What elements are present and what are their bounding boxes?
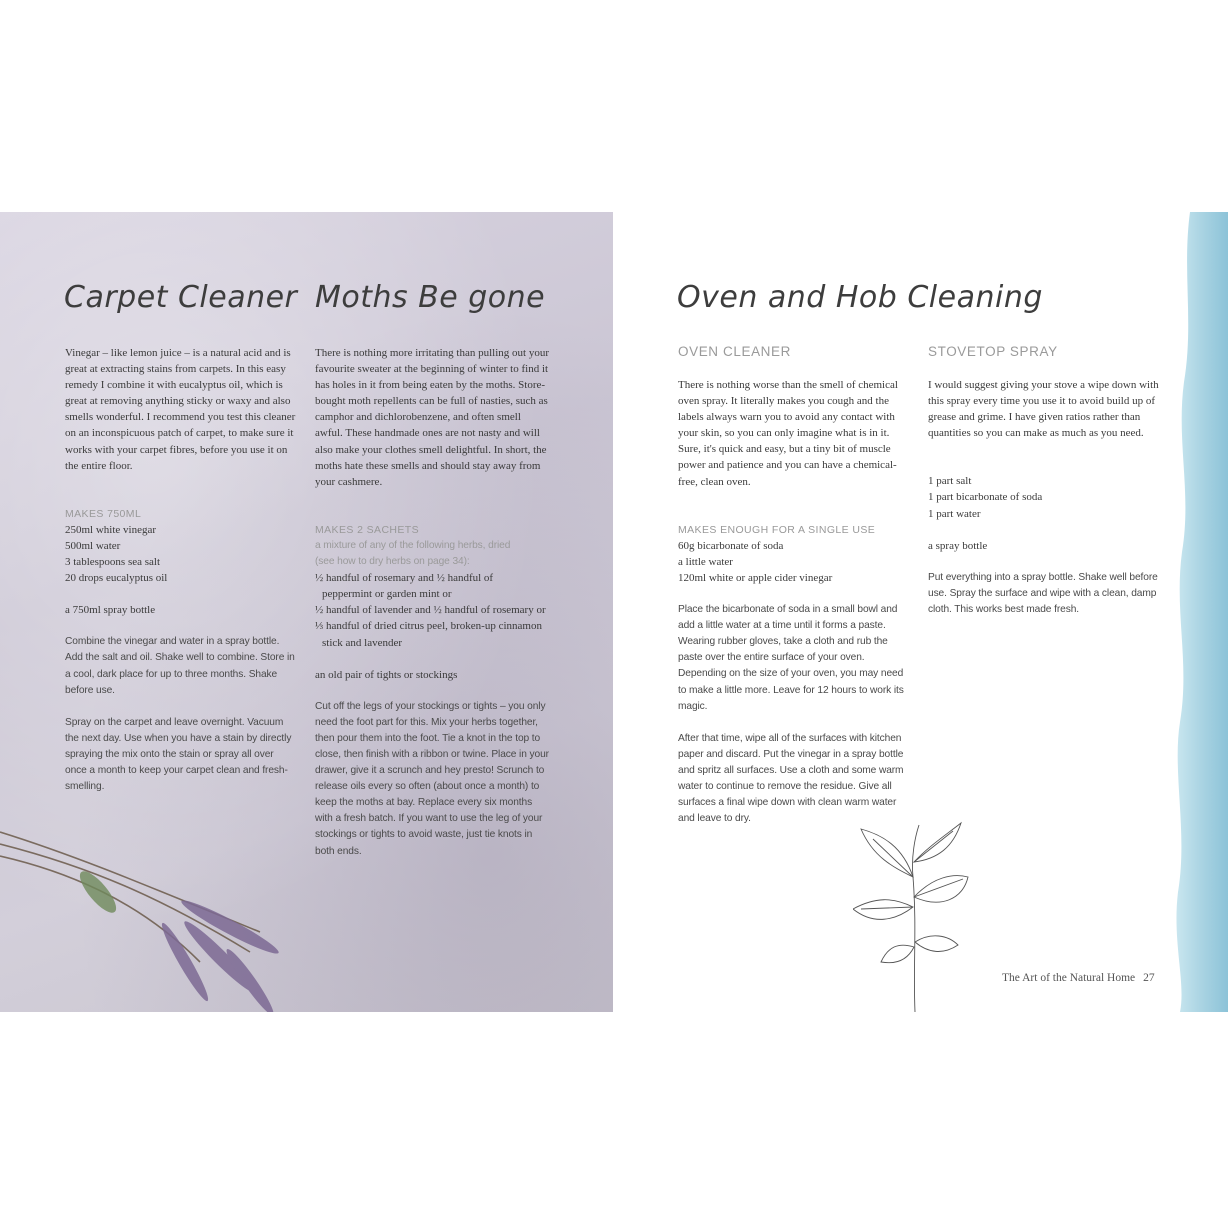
stovetop-ingredient: 1 part salt (928, 475, 972, 488)
oven-cleaner-subhead: OVEN CLEANER (678, 344, 791, 359)
watercolor-edge-decoration (1168, 212, 1228, 1012)
carpet-method-2: Spray on the carpet and leave overnight. Vacuum the next day. Use when you have a stain by directly spraying the mix onto the stain or spray all over once a month to keep your carpet clean and fresh-smelling. (65, 716, 292, 793)
moths-herb-option: ½ handful of lavender and ½ handful of rosemary or (315, 604, 546, 617)
oven-cleaner-column (678, 377, 914, 827)
stovetop-method: Put everything into a spray bottle. Shake well before use. Spray the surface and wipe with a clean, damp cloth. This works best made fresh. (928, 571, 1158, 615)
carpet-ingredient: 20 drops eucalyptus oil (65, 572, 168, 585)
moths-method: Cut off the legs of your stockings or tights – you only need the foot part for this. Mix your herbs together, then pour them into the foot. Tie a knot in the top to close, then finish with a ribbon or twine. Place in your drawer, give it a scrunch and hey presto! Scrunch to release oils every so often (about once a month) to keep the moths at bay. Replace every six months with a fresh batch. If you want to use the leg of your stockings or tights to avoid waste, just tie knots in both ends. (315, 700, 549, 857)
page-footer (1002, 972, 1155, 984)
page-number: 27 (1143, 972, 1155, 984)
oven-method-1: Place the bicarbonate of soda in a small bowl and add a little water at a time until it forms a paste. Wearing rubber gloves, take a cloth and rub the paste over the entire surface of your oven. Depending on the size of your oven, you may need to make a little more. Leave for 12 hours to work its magic. (678, 604, 904, 712)
carpet-ingredient: 500ml water (65, 539, 121, 552)
moths-equipment: an old pair of tights or stockings (315, 668, 458, 681)
stovetop-equipment: a spray bottle (928, 539, 988, 552)
herb-sketch-illustration (853, 817, 973, 1012)
carpet-intro: Vinegar – like lemon juice – is a natural acid and is great at extracting stains from carpets. In this easy remedy I combine it with eucalyptus oil, which is great at removing anything sticky or waxy and also smells wonderful. I recommend you test this cleaner on an inconspicuous patch of carpet, to make sure it works with your carpet fibres, before you use it on the entire floor. (65, 347, 296, 472)
moths-herbs-note: (see how to dry herbs on page 34): (315, 556, 470, 568)
carpet-method-1: Combine the vinegar and water in a spray bottle. Add the salt and oil. Shake well to combine. Store in a cool, dark place for up to three months. Shake before use. (65, 636, 295, 696)
moths-title: Moths Be gone (315, 280, 546, 315)
moths-herb-option: stick and lavender (322, 636, 403, 649)
moths-makes: MAKES 2 SACHETS (315, 523, 420, 536)
oven-method-2: After that time, wipe all of the surfaces with kitchen paper and discard. Put the vinegar in a spray bottle and spritz all surfaces. Use a cloth and some warm water to continue to remove the residue. Give all surfaces a final wipe down with clean warm water and leave to dry. (678, 732, 904, 825)
carpet-makes: MAKES 750ML (65, 507, 142, 520)
carpet-equipment: a 750ml spray bottle (65, 604, 156, 617)
moths-herbs-note: a mixture of any of the following herbs, dried (315, 539, 511, 551)
oven-ingredient: 120ml white or apple cider vinegar (678, 571, 833, 584)
oven-ingredient: a little water (678, 555, 733, 568)
lavender-sprig-image (0, 812, 320, 1012)
oven-hob-title: Oven and Hob Cleaning (677, 280, 1043, 315)
oven-makes: MAKES ENOUGH FOR A SINGLE USE (678, 523, 876, 536)
carpet-ingredient: 250ml white vinegar (65, 523, 157, 536)
carpet-cleaner-column (65, 345, 297, 795)
stovetop-spray-subhead: STOVETOP SPRAY (928, 344, 1058, 359)
carpet-ingredient: 3 tablespoons sea salt (65, 556, 161, 569)
moths-column (315, 345, 551, 860)
right-page (613, 212, 1228, 1012)
book-title-footer: The Art of the Natural Home (1002, 972, 1136, 984)
oven-intro: There is nothing worse than the smell of chemical oven spray. It literally makes you cough and the labels always warn you to avoid any contact with your skin, so you can only imagine what is in it. Sure, it's quick and easy, but a tiny bit of muscle power and patience and you can have a chemical-free, clean oven. (678, 379, 898, 488)
oven-ingredient: 60g bicarbonate of soda (678, 539, 784, 552)
book-spread (0, 212, 1228, 1012)
moths-intro: There is nothing more irritating than pulling out your favourite sweater at the beginning of winter to find it has holes in it from being eaten by the moths. Store-bought moth repellents can be full of nasties, such as camphor and dichlorobenzene, and often smell awful. These handmade ones are not nasty and will also make your clothes smell delightful. In short, the moths hate these smells and should stay away from your cashmere. (315, 347, 550, 488)
stovetop-spray-column (928, 377, 1164, 618)
stovetop-intro: I would suggest giving your stove a wipe down with this spray every time you use it to avoid build up of grease and grime. I have given ratios rather than quantities so you can make as much as you need. (928, 379, 1159, 440)
left-page (0, 212, 613, 1012)
carpet-cleaner-title: Carpet Cleaner (64, 280, 298, 315)
moths-herb-option: ⅓ handful of dried citrus peel, broken-up cinnamon (315, 620, 542, 633)
moths-herb-option: peppermint or garden mint or (322, 588, 452, 601)
moths-herb-option: ½ handful of rosemary and ½ handful of (315, 572, 494, 585)
stovetop-ingredient: 1 part water (928, 507, 981, 520)
stovetop-ingredient: 1 part bicarbonate of soda (928, 491, 1043, 504)
